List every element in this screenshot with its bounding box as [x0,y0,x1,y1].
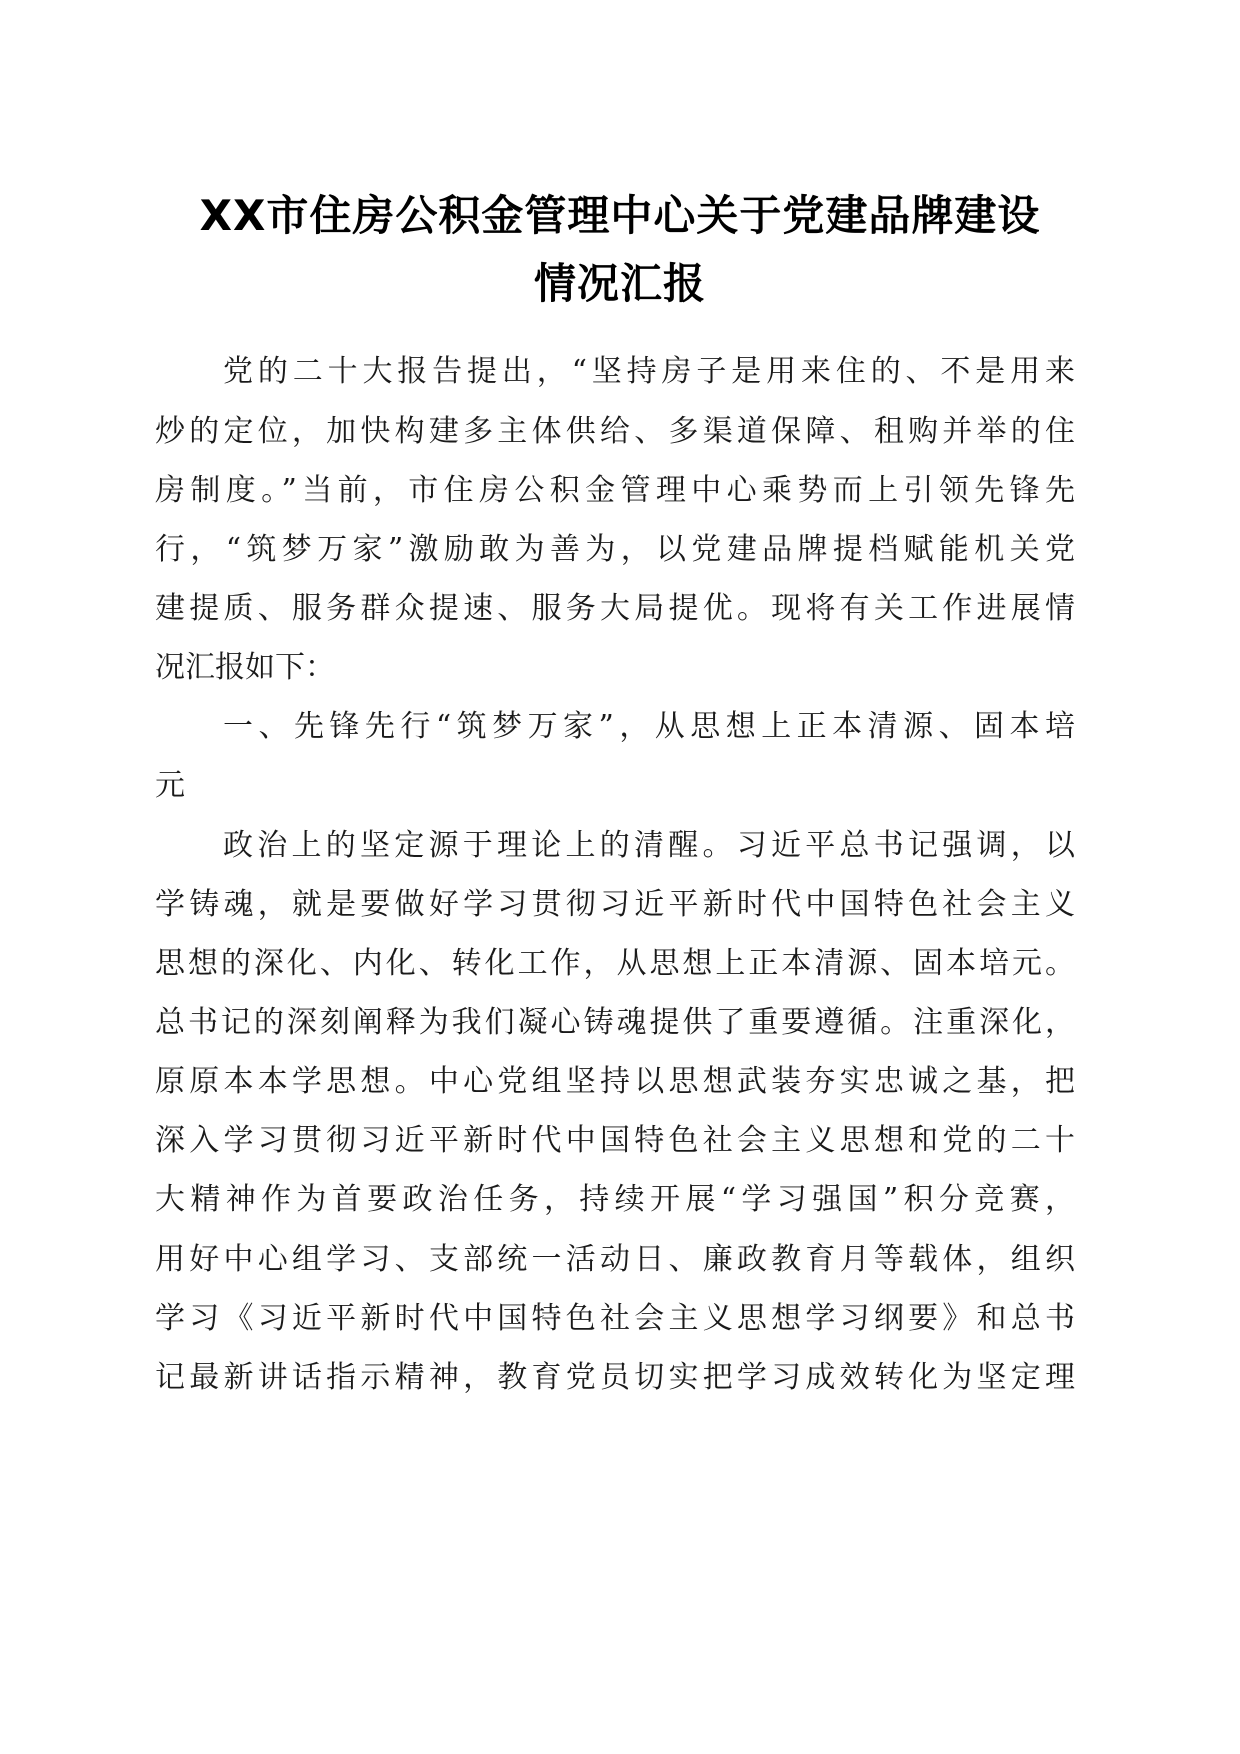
body-line: 原原本本学思想。中心党组坚持以思想武装夯实忠诚之基，把 [155,1064,1075,1099]
section-heading-line: 一、先锋先行“筑梦万家”，从思想上正本清源、固本培 [223,709,1075,744]
body-line: 大精神作为首要政治任务，持续开展“学习强国”积分竞赛， [155,1182,1075,1217]
body-line: 总书记的深刻阐释为我们凝心铸魂提供了重要遵循。注重深化， [155,1005,1075,1040]
body-line: 深入学习贯彻习近平新时代中国特色社会主义思想和党的二十 [155,1123,1075,1158]
body-line: 炒的定位，加快构建多主体供给、多渠道保障、租购并举的住 [155,414,1075,449]
body-line: 况汇报如下： [155,650,335,685]
body-line: 用好中心组学习、支部统一活动日、廉政教育月等载体，组织 [155,1242,1075,1277]
body-line: 党的二十大报告提出，“坚持房子是用来住的、不是用来 [223,354,1075,389]
body-line: 思想的深化、内化、转化工作，从思想上正本清源、固本培元。 [155,946,1075,981]
body-line: 记最新讲话指示精神，教育党员切实把学习成效转化为坚定理 [155,1360,1075,1395]
body-line: 学铸魂，就是要做好学习贯彻习近平新时代中国特色社会主义 [155,887,1075,922]
document-title-line-1: XX市住房公积金管理中心关于党建品牌建设 [199,191,1041,240]
document-title-line-2: 情况汇报 [533,259,706,308]
body-line: 行，“筑梦万家”激励敢为善为，以党建品牌提档赋能机关党 [155,532,1075,567]
body-line: 建提质、服务群众提速、服务大局提优。现将有关工作进展情 [155,591,1075,626]
section-heading-line: 元 [155,768,185,803]
body-line: 房制度。”当前，市住房公积金管理中心乘势而上引领先锋先 [155,473,1075,508]
body-line: 学习《习近平新时代中国特色社会主义思想学习纲要》和总书 [155,1301,1075,1336]
body-line: 政治上的坚定源于理论上的清醒。习近平总书记强调，以 [223,828,1075,863]
